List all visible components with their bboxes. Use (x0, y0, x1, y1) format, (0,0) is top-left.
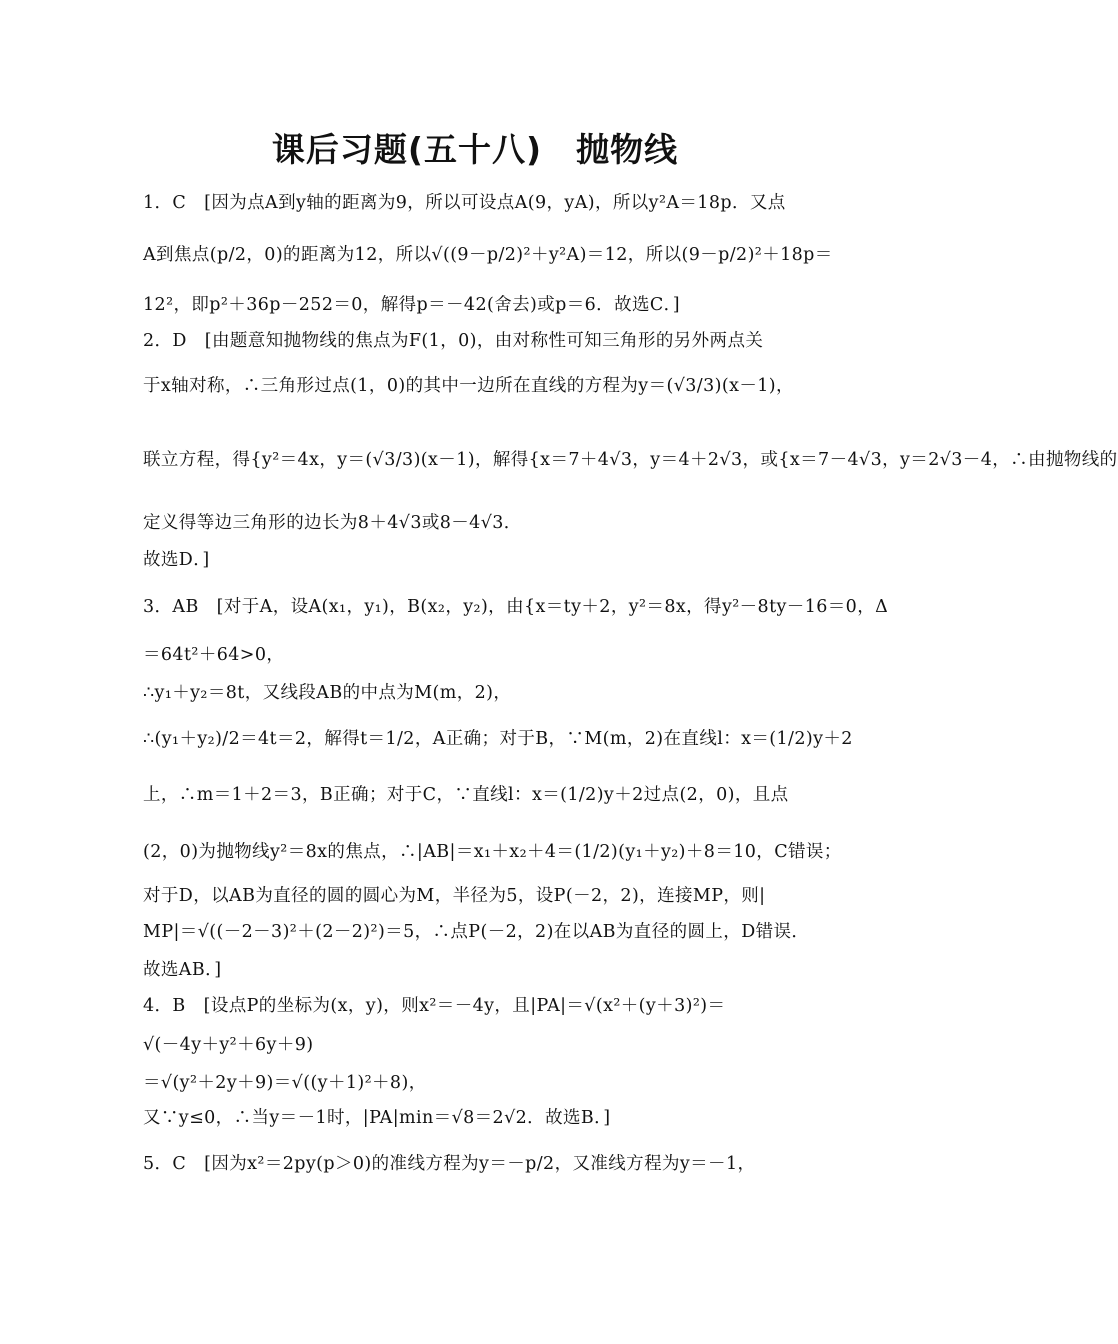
text-line: 3．AB [对于A，设A(x₁，y₁)，B(x₂，y₂)，由{x＝ty＋2，y²＝8x，得y²－8ty－16＝0，Δ (143, 597, 889, 617)
text-line: √(－4y＋y²＋6y＋9) (143, 1035, 314, 1055)
text-line: 1．C [因为点A到y轴的距离为9，所以可设点A(9，yA)，所以y²A＝18p．又点 (143, 193, 786, 213)
text-line: ＝√(y²＋2y＋9)＝√((y＋1)²＋8)， (143, 1073, 427, 1093)
text-line: (2，0)为抛物线y²＝8x的焦点，∴|AB|＝x₁＋x₂＋4＝(1/2)(y₁＋y₂)＋8＝10，C错误； (143, 842, 842, 862)
text-line: 故选AB．] (143, 960, 222, 980)
text-line: 4．B [设点P的坐标为(x，y)，则x²＝－4y，且|PA|＝√(x²＋(y＋3)²)＝ (143, 996, 726, 1016)
text-line: 2．D [由题意知抛物线的焦点为F(1，0)，由对称性可知三角形的另外两点关 (143, 331, 764, 351)
text-line: 又∵y≤0，∴当y＝－1时，|PA|min＝√8＝2√2．故选B．] (143, 1108, 611, 1128)
text-line: 对于D，以AB为直径的圆的圆心为M，半径为5，设P(－2，2)，连接MP，则| (143, 886, 766, 906)
text-line: 上，∴m＝1＋2＝3，B正确；对于C，∵直线l：x＝(1/2)y＋2过点(2，0)，且点 (143, 785, 789, 805)
text-line: 5．C [因为x²＝2py(p＞0)的准线方程为y＝－p/2，又准线方程为y＝－1， (143, 1154, 756, 1174)
text-line: 联立方程，得{y²＝4x，y＝(√3/3)(x－1)，解得{x＝7＋4√3，y＝4＋2√3，或{x＝7－4√3，y＝2√3－4，∴由抛物线的 (143, 450, 1118, 470)
text-line: 12²，即p²＋36p－252＝0，解得p＝－42(舍去)或p＝6．故选C．] (143, 295, 681, 315)
text-line: MP|＝√((－2－3)²＋(2－2)²)＝5，∴点P(－2，2)在以AB为直径的圆上，D错误． (143, 922, 810, 942)
text-line: A到焦点(p/2，0)的距离为12，所以√((9－p/2)²＋y²A)＝12，所以(9－p/2)²＋18p＝ (143, 245, 833, 265)
text-line: 故选D．] (143, 550, 210, 570)
text-line: 定义得等边三角形的边长为8＋4√3或8－4√3． (143, 513, 522, 533)
text-line: 于x轴对称，∴三角形过点(1，0)的其中一边所在直线的方程为y＝(√3/3)(x－1)， (143, 376, 794, 396)
page-title: 课后习题(五十八) 抛物线 (271, 130, 679, 169)
text-line: ＝64t²＋64>0， (143, 645, 285, 665)
text-line: ∴y₁＋y₂＝8t，又线段AB的中点为M(m，2)， (143, 683, 512, 703)
text-line: ∴(y₁＋y₂)/2＝4t＝2，解得t＝1/2，A正确；对于B，∵M(m，2)在直线l：x＝(1/2)y＋2 (143, 729, 853, 749)
